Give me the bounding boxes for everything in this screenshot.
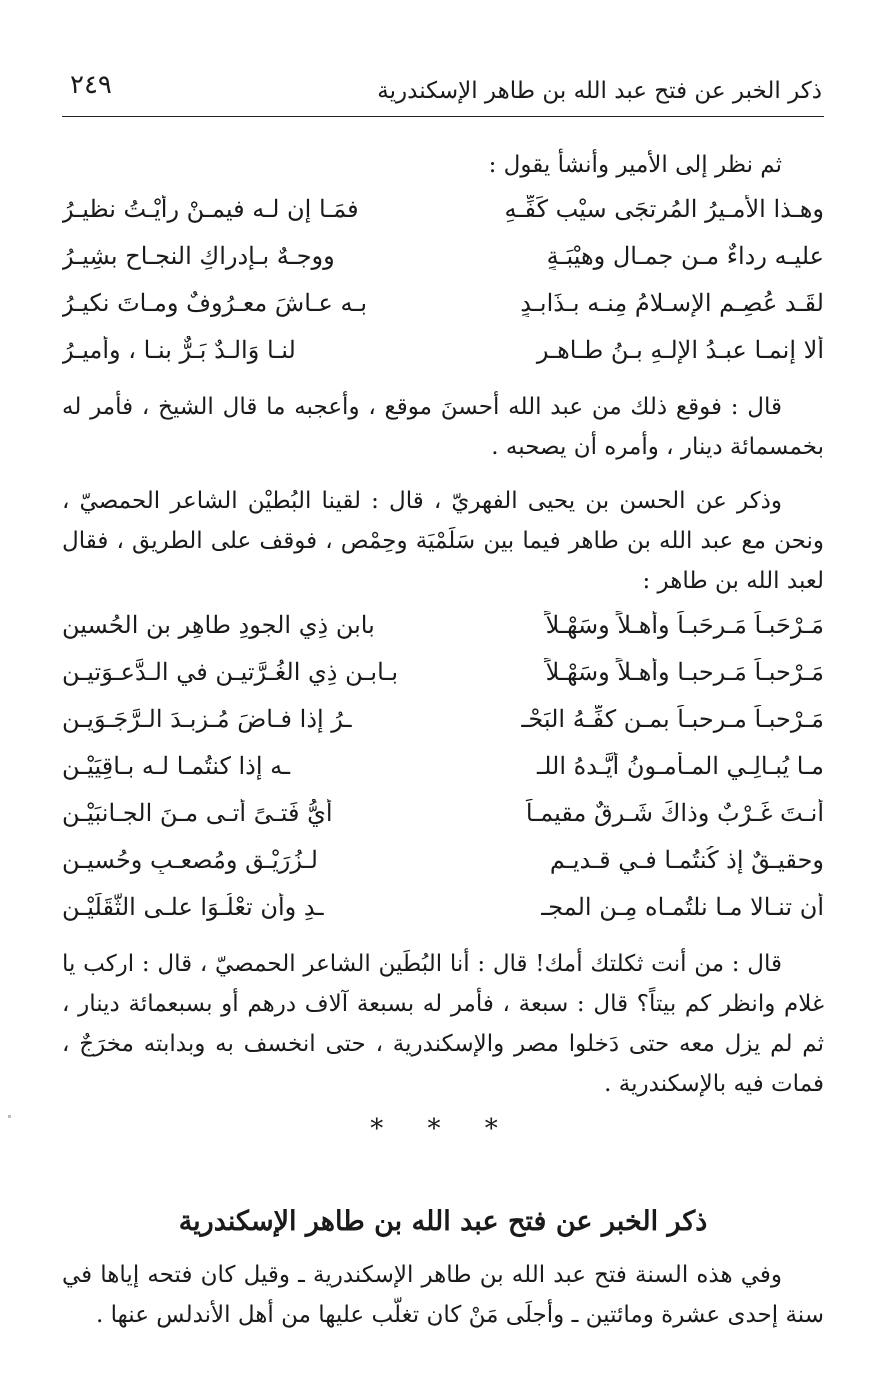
verse-first-hemistich: أَن تنـالا مـا نلتُمـاه مِـن المجـ xyxy=(541,892,824,921)
verse-first-hemistich: مَـرْحَبـاً مَـرحَبـاً وأَهـلاً وسَهْـلاً xyxy=(545,610,824,639)
page-number: ٢٤٩ xyxy=(70,70,112,100)
verse xyxy=(62,648,824,695)
verse-second-hemistich: ـدِ وأَن تعْلُـوَا علـى الثَّقَلَيْـنِ xyxy=(62,892,324,921)
verse-first-hemistich: ألا إنمـا عبـدُ الإلـهِ بـنُ طـاهـرٍ xyxy=(536,335,824,364)
verse xyxy=(62,883,824,930)
verse xyxy=(62,742,824,789)
section-separator: * * * xyxy=(370,1114,516,1144)
verse-second-hemistich: ـرُ إذا فـاضَ مُـزبـدَ الـرَّجَـوَيـن xyxy=(62,704,352,733)
verse xyxy=(62,789,824,836)
verse-second-hemistich: لنـا وَالـدٌ بَـرٌّ بنـا ، وأَميـرُ xyxy=(62,335,296,364)
verse-first-hemistich: أنـتَ غَـرْبٌ وذاكَ شَـرقٌ مقيمـاً xyxy=(525,798,824,827)
verse xyxy=(62,695,824,742)
paragraph-4: وفي هذه السنة فتح عبد الله بن طاهر الإسكندرية ـ وقيل كان فتحه إياها في سنة إحدى عشرة ومائتين ـ وأجلَى مَنْ كان تغلّب عليها من أهل الأندلس عنها . xyxy=(62,1262,824,1328)
section-heading: ذكر الخبر عن فتح عبد الله بن طاهر الإسكندرية xyxy=(178,1206,708,1237)
paragraph-2: وذكر عن الحسن بن يحيى الفهريّ ، قال : لقينا البُطيْن الشاعر الحمصيّ ، ونحن مع عبد الله بن طاهر فيما بين سَلَمْيَة وحِمْص ، فوقف على الطريق ، فقال لعبد الله بن طاهر : xyxy=(62,488,824,594)
verse xyxy=(62,279,824,326)
verse xyxy=(62,232,824,279)
verse xyxy=(62,601,824,648)
verse-second-hemistich: لـزُرَيْـقٍ ومُصعـبٍ وحُسيـنِ xyxy=(62,845,318,874)
verse-first-hemistich: مـا يُبـالِـي المـأمـونُ أَيَّـدهُ اللـ xyxy=(537,751,824,780)
intro-line: ثم نظر إلى الأمير وأنشأ يقول : xyxy=(488,152,782,178)
verse-second-hemistich: فمَـا إن لـه فيمـنْ رأَيْـتُ نظيـرُ xyxy=(62,194,359,223)
verse-first-hemistich: مَـرْحبـاً مَـرحبـا وأَهـلاً وسَهْـلاً xyxy=(545,657,824,686)
verse-first-hemistich: عليـه رِداءٌ مـن جمـالٍ وهيْبَـةٍ xyxy=(546,241,824,270)
margin-speck xyxy=(8,1115,11,1118)
verse-second-hemistich: بابنِ ذِي الجودِ طاهِرِ بن الحُسينِ xyxy=(62,610,375,639)
verse-first-hemistich: وهـذا الأَمـيرُ المُرتجَى سيْب كَفِّـهِ xyxy=(504,194,824,223)
paragraph-3: قال : من أنت ثكلتك أمك! قال : أنا البُطَين الشاعر الحمصيّ ، قال : اركب يا غلام وانظر كم بيتاً؟ قال : سبعة ، فأمر له بسبعة آلاف درهم أو بسبعمائة دينار ، ثم لم يزل معه حتى دَخلوا مصر والإسكندرية ، حتى انخسف به وبدابته مخرَجٌ ، فمات فيه بالإسكندرية . xyxy=(62,951,824,1097)
running-title: ذكر الخبر عن فتح عبد الله بن طاهر الإسكندرية xyxy=(377,78,822,104)
verse-first-hemistich: لقَـد عُصِـم الإسـلامُ مِنـه بـذَابـدٍ xyxy=(520,288,824,317)
verse-second-hemistich: ـه إذا كنتُمـا لـه بـاقِيَيْـنِ xyxy=(62,751,291,780)
book-page xyxy=(62,60,824,1335)
verse xyxy=(62,185,824,232)
verse xyxy=(62,326,824,373)
poem-1 xyxy=(62,185,824,373)
verse-second-hemistich: بـابـن ذِي الغُـرَّتيـنِ في الـدَّعـوَتيـنِ xyxy=(62,657,399,686)
verse-first-hemistich: وحقيـقٌ إذ كُنتُمـا فـي قـديـمِ xyxy=(549,845,824,874)
verse-first-hemistich: مَـرْحبـاً مـرحبـاً بمـن كفِّـهُ البَحْـ xyxy=(521,704,824,733)
verse-second-hemistich: ووجـهٌ بـإدراكِ النجـاحِ بشِيـرُ xyxy=(62,241,335,270)
paragraph-1: قال : فوقع ذلك من عبد الله أحسنَ موقع ، وأعجبه ما قال الشيخ ، فأمر له بخمسمائة دينار ، وأمره أن يصحبه . xyxy=(62,394,824,460)
poem-2 xyxy=(62,601,824,930)
page-header xyxy=(62,60,824,117)
verse-second-hemistich: بـه عـاشَ معـرُوفٌ ومـاتَ نكيـرُ xyxy=(62,288,368,317)
verse xyxy=(62,836,824,883)
verse-second-hemistich: أَيُّ فَتـىً أتـى مـنَ الجـانبَيْـنِ xyxy=(62,798,333,827)
